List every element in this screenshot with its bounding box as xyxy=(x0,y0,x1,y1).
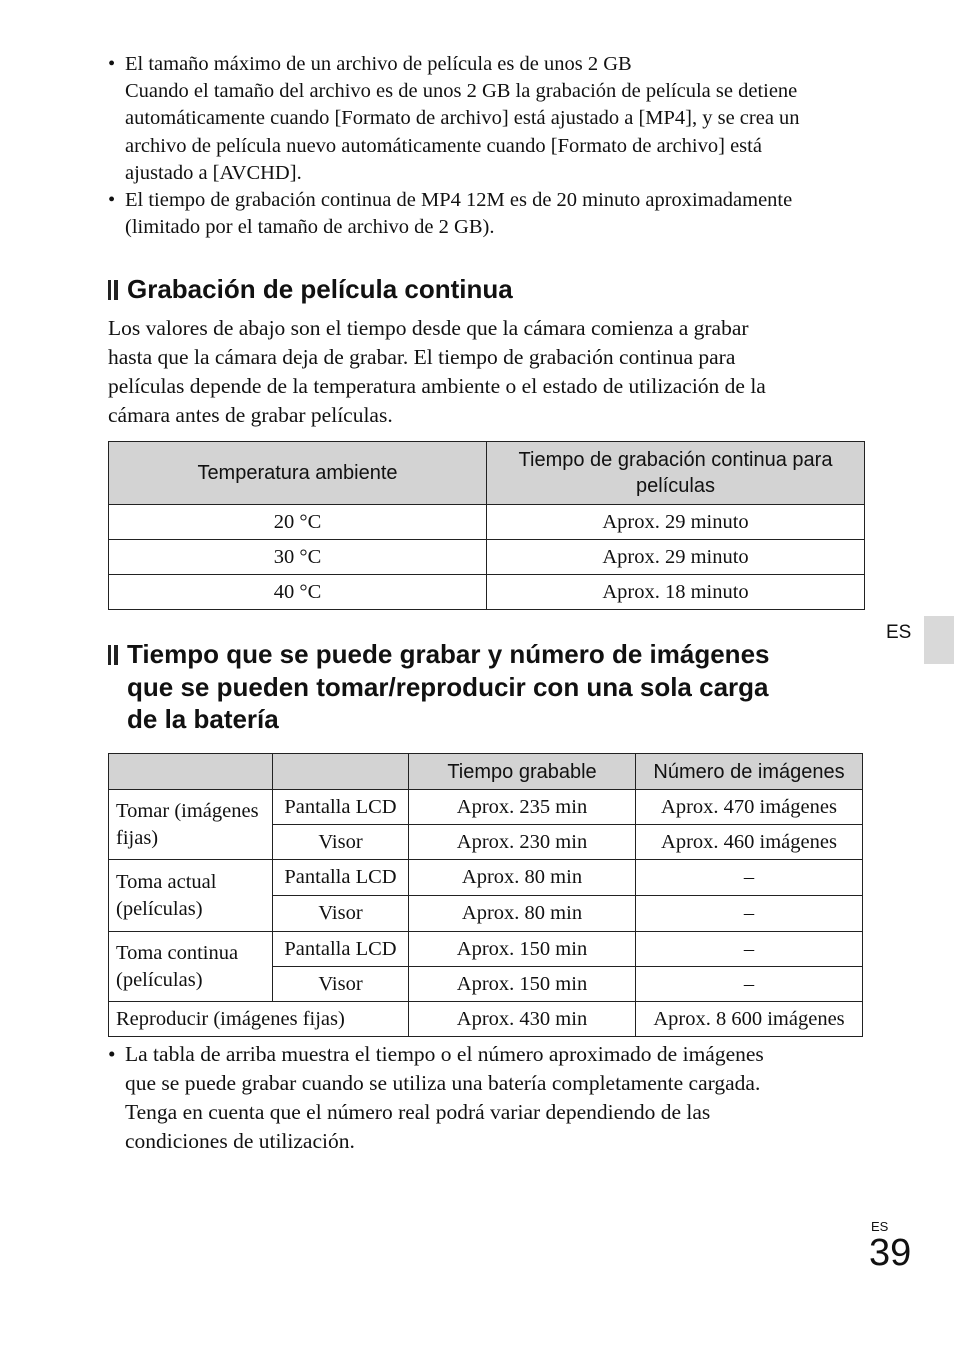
bullet-marker: • xyxy=(108,53,116,75)
bullet-text-line: La tabla de arriba muestra el tiempo o el número aproximado de imágenes xyxy=(125,1042,764,1066)
section1-paragraph xyxy=(108,314,868,430)
intro-bullet-list xyxy=(108,51,868,241)
time-cell: Aprox. 150 min xyxy=(409,967,636,1002)
heading-line: que se pueden tomar/reproducir con una sola carga xyxy=(127,671,769,702)
duration-cell: Aprox. 29 minuto xyxy=(487,505,865,540)
paragraph-line: cámara antes de grabar películas. xyxy=(108,403,393,427)
bullet-text-line: Cuando el tamaño del archivo es de unos 2 GB la grabación de película se detiene xyxy=(125,80,798,103)
table-row xyxy=(109,505,865,540)
battery-life-table xyxy=(108,753,863,1037)
header-ambient-temperature: Temperatura ambiente xyxy=(109,442,487,505)
temperature-cell: 40 °C xyxy=(109,575,487,610)
table-row xyxy=(109,860,863,896)
images-cell: – xyxy=(636,967,863,1002)
duration-cell: Aprox. 18 minuto xyxy=(487,575,865,610)
section-heading-text xyxy=(108,638,769,736)
mode-cell: Visor xyxy=(273,896,409,932)
page-language-label: ES xyxy=(871,1219,889,1234)
bullet-text-line: automáticamente cuando [Formato de archivo] está ajustado a [MP4], y se crea un xyxy=(125,107,800,130)
images-cell: – xyxy=(636,932,863,967)
group-label-cell: Tomar (imágenes fijas) xyxy=(109,790,273,860)
table-row xyxy=(109,932,863,967)
time-cell: Aprox. 230 min xyxy=(409,825,636,860)
mode-cell: Pantalla LCD xyxy=(273,790,409,825)
section-marker-icon xyxy=(108,645,118,665)
heading-line: de la batería xyxy=(127,704,279,734)
section-heading-continuous-recording xyxy=(108,273,513,306)
table-row xyxy=(109,540,865,575)
bullet-marker: • xyxy=(108,1042,116,1066)
paragraph-line: películas depende de la temperatura ambiente o el estado de utilización de la xyxy=(108,374,766,398)
temperature-cell: 30 °C xyxy=(109,540,487,575)
table-header-row xyxy=(109,754,863,790)
header-empty-cell xyxy=(273,754,409,790)
page-number: 39 xyxy=(869,1232,912,1274)
images-cell: – xyxy=(636,860,863,896)
bullet-item xyxy=(108,187,868,241)
time-cell: Aprox. 235 min xyxy=(409,790,636,825)
language-side-label: ES xyxy=(886,622,912,643)
temperature-cell: 20 °C xyxy=(109,505,487,540)
section-marker-icon xyxy=(108,280,118,300)
bullet-text-line: El tamaño máximo de un archivo de película es de unos 2 GB xyxy=(125,53,632,75)
mode-cell: Visor xyxy=(273,825,409,860)
images-cell: Aprox. 460 imágenes xyxy=(636,825,863,860)
images-cell: Aprox. 470 imágenes xyxy=(636,790,863,825)
table-row xyxy=(109,575,865,610)
images-cell: Aprox. 8 600 imágenes xyxy=(636,1002,863,1037)
heading-line: Grabación de película continua xyxy=(127,274,513,304)
bullet-text-line: que se puede grabar cuando se utiliza una batería completamente cargada. xyxy=(125,1071,761,1095)
time-cell: Aprox. 80 min xyxy=(409,896,636,932)
table-header-row xyxy=(109,442,865,505)
section-heading-text xyxy=(108,273,513,306)
header-recordable-time: Tiempo grabable xyxy=(409,754,636,790)
bullet-text-line: ajustado a [AVCHD]. xyxy=(125,161,302,184)
mode-cell: Pantalla LCD xyxy=(273,860,409,896)
bullet-text-line: (limitado por el tamaño de archivo de 2 GB). xyxy=(125,216,495,239)
language-side-tab xyxy=(924,616,954,664)
time-cell: Aprox. 80 min xyxy=(409,860,636,896)
mode-cell: Visor xyxy=(273,967,409,1002)
time-cell: Aprox. 150 min xyxy=(409,932,636,967)
section-heading-battery-life xyxy=(108,638,769,736)
time-cell: Aprox. 430 min xyxy=(409,1002,636,1037)
bullet-item xyxy=(108,1040,868,1156)
bullet-text-line: El tiempo de grabación continua de MP4 12M es de 20 minuto aproximadamente xyxy=(125,189,793,212)
group-label-cell: Toma continua (películas) xyxy=(109,932,273,1002)
duration-cell: Aprox. 29 minuto xyxy=(487,540,865,575)
header-continuous-time: Tiempo de grabación continua para películas xyxy=(487,442,865,505)
paragraph-line: hasta que la cámara deja de grabar. El tiempo de grabación continua para xyxy=(108,345,736,369)
bullet-text-line: condiciones de utilización. xyxy=(125,1129,355,1153)
table-row xyxy=(109,1002,863,1037)
battery-note-list xyxy=(108,1040,868,1156)
heading-line: Tiempo que se puede grabar y número de imágenes xyxy=(127,639,770,669)
table-row xyxy=(109,790,863,825)
paragraph-line: Los valores de abajo son el tiempo desde que la cámara comienza a grabar xyxy=(108,316,749,340)
images-cell: – xyxy=(636,896,863,932)
mode-cell: Pantalla LCD xyxy=(273,932,409,967)
bullet-text-line: Tenga en cuenta que el número real podrá variar dependiendo de las xyxy=(125,1100,711,1124)
playback-label-cell: Reproducir (imágenes fijas) xyxy=(109,1002,409,1037)
continuous-recording-table xyxy=(108,441,865,610)
header-number-of-images: Número de imágenes xyxy=(636,754,863,790)
bullet-item xyxy=(108,51,868,187)
group-label-cell: Toma actual (películas) xyxy=(109,860,273,932)
bullet-marker: • xyxy=(108,189,116,212)
header-empty-cell xyxy=(109,754,273,790)
bullet-text-line: archivo de película nuevo automáticamente cuando [Formato de archivo] está xyxy=(125,134,762,157)
